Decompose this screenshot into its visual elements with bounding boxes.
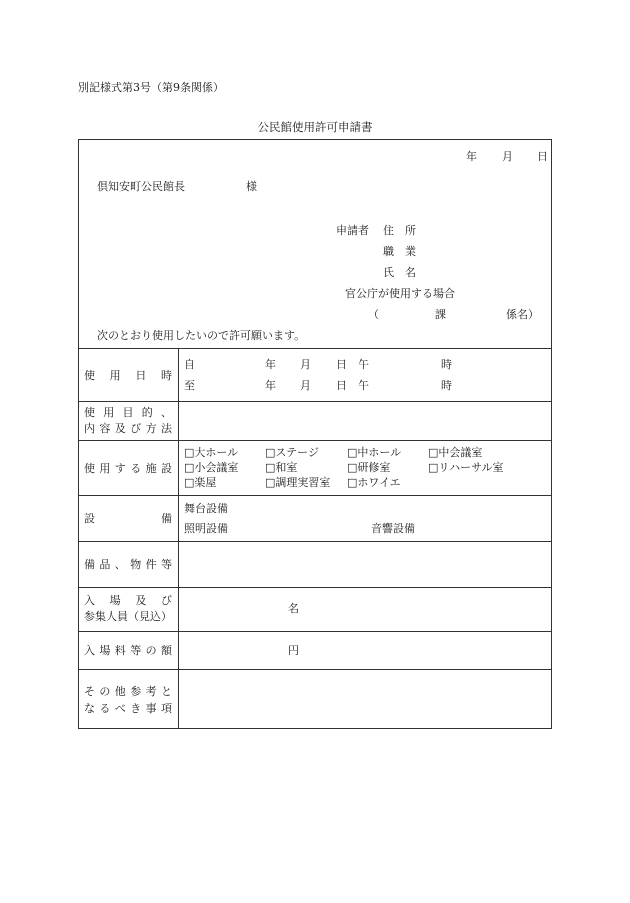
addressee-honorific: 様 xyxy=(246,180,257,193)
facility-label: 使用する施設 xyxy=(84,462,172,475)
facility-option-japanese-room[interactable]: □和室 xyxy=(265,461,298,474)
datetime-from-year: 年 xyxy=(265,358,276,371)
applicant-occupation-label: 職 業 xyxy=(383,245,416,258)
form-title: 公民館使用許可申請書 xyxy=(257,120,373,134)
gov-person-label: 係名） xyxy=(506,308,539,321)
divider-items xyxy=(78,587,552,588)
equipment-lighting: 照明設備 xyxy=(184,522,228,535)
equipment-sound: 音響設備 xyxy=(371,522,415,535)
datetime-from-day: 日 xyxy=(336,358,347,371)
datetime-to-day: 日 xyxy=(336,379,347,392)
datetime-label: 使用日時 xyxy=(84,369,172,382)
facility-option-rehearsal-room[interactable]: □リハーサル室 xyxy=(428,461,504,474)
datetime-from-hour: 時 xyxy=(441,358,452,371)
label-column-divider xyxy=(178,348,179,729)
divider-datetime xyxy=(78,401,552,402)
gov-section-label: 課 xyxy=(435,308,446,321)
datetime-from-month: 月 xyxy=(300,358,311,371)
datetime-from-label: 自 xyxy=(184,358,195,371)
applicant-prefix: 申請者 xyxy=(336,224,369,237)
facility-option-stage[interactable]: □ステージ xyxy=(265,446,319,459)
other-label-line1: その他参考と xyxy=(84,685,172,698)
attendance-unit: 名 xyxy=(288,602,299,615)
divider-facility xyxy=(78,495,552,496)
facility-option-large-hall[interactable]: □大ホール xyxy=(184,446,239,459)
request-text: 次のとおり使用したいので許可願います。 xyxy=(97,329,306,342)
facility-option-medium-hall[interactable]: □中ホール xyxy=(347,446,402,459)
datetime-to-year: 年 xyxy=(265,379,276,392)
datetime-to-hour: 時 xyxy=(441,379,452,392)
date-month-label: 月 xyxy=(502,150,513,163)
facility-option-cooking-room[interactable]: □調理実習室 xyxy=(265,476,331,489)
divider-equipment xyxy=(78,541,552,542)
datetime-to-label: 至 xyxy=(184,379,195,392)
other-label-line2: なるべき事項 xyxy=(84,702,172,715)
purpose-label-line1: 使用目的、 xyxy=(84,406,172,419)
equipment-stage: 舞台設備 xyxy=(184,502,228,515)
form-id: 別記様式第3号（第9条関係） xyxy=(78,81,224,94)
gov-open-paren: （ xyxy=(368,308,379,321)
datetime-to-noon: 午 xyxy=(358,379,369,392)
datetime-from-noon: 午 xyxy=(358,358,369,371)
divider-fee xyxy=(78,669,552,670)
addressee-name: 倶知安町公民館長 xyxy=(97,180,185,193)
facility-option-foyer[interactable]: □ホワイエ xyxy=(347,476,401,489)
facility-option-training-room[interactable]: □研修室 xyxy=(347,461,391,474)
date-day-label: 日 xyxy=(537,150,548,163)
attendance-label-line2: 参集人員（見込） xyxy=(84,610,172,623)
datetime-to-month: 月 xyxy=(300,379,311,392)
facility-option-small-meeting-room[interactable]: □小会議室 xyxy=(184,461,239,474)
divider-attendance xyxy=(78,631,552,632)
applicant-address-label: 住 所 xyxy=(383,224,416,237)
facility-option-dressing-room[interactable]: □楽屋 xyxy=(184,476,217,489)
attendance-label-line1: 入場及び xyxy=(84,594,172,607)
fee-label: 入場料等の額 xyxy=(84,644,172,657)
fee-unit: 円 xyxy=(288,644,299,657)
divider-header xyxy=(78,348,552,349)
purpose-label-line2: 内容及び方法 xyxy=(84,422,172,435)
date-year-label: 年 xyxy=(466,150,477,163)
divider-purpose xyxy=(78,440,552,441)
equipment-label: 設 備 xyxy=(84,512,172,525)
gov-use-note: 官公庁が使用する場合 xyxy=(345,287,455,300)
items-label: 備品、物件等 xyxy=(84,558,172,571)
applicant-name-label: 氏 名 xyxy=(383,266,416,279)
facility-option-medium-meeting-room[interactable]: □中会議室 xyxy=(428,446,483,459)
